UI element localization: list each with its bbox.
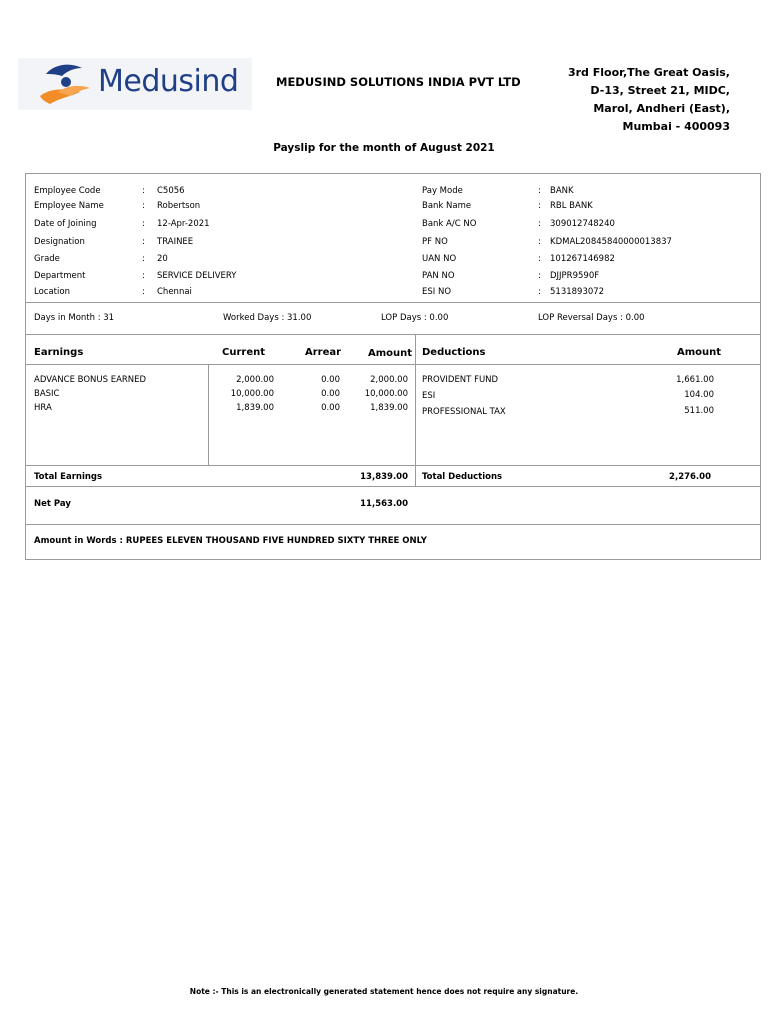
lop-reversal-days: LOP Reversal Days : 0.00 <box>538 313 645 323</box>
department-label: Department <box>34 271 86 281</box>
esi-no-value: 5131893072 <box>550 287 605 297</box>
amount-header: Amount <box>368 348 413 359</box>
separator: : <box>142 219 145 229</box>
bank-name-label: Bank Name <box>422 201 472 211</box>
net-pay-value: 11,563.00 <box>360 499 408 509</box>
worked-days: Worked Days : 31.00 <box>223 313 312 323</box>
footer-note: Note :- This is an electronically generated statement hence does not require any signature. <box>189 987 579 996</box>
separator: : <box>538 287 541 297</box>
hands-holding-care-icon <box>36 62 96 108</box>
designation-label: Designation <box>34 237 85 247</box>
employee-name-label: Employee Name <box>34 201 104 211</box>
earning-current: 1,839.00 <box>236 403 274 413</box>
address-line: D-13, Street 21, MIDC, <box>590 84 730 97</box>
esi-no-label: ESI NO <box>422 287 452 297</box>
employee-code-label: Employee Code <box>34 186 101 196</box>
divider <box>26 465 760 466</box>
earning-arrear: 0.00 <box>321 389 340 399</box>
grade-label: Grade <box>34 254 60 264</box>
employee-name-value: Robertson <box>157 201 201 211</box>
separator: : <box>538 201 541 211</box>
pan-no-label: PAN NO <box>422 271 455 281</box>
deduction-name: PROFESSIONAL TAX <box>422 407 506 417</box>
separator: : <box>538 237 541 247</box>
employee-code-value: C5056 <box>157 186 185 196</box>
address-line: Mumbai - 400093 <box>622 120 730 133</box>
pay-mode-label: Pay Mode <box>422 186 463 196</box>
lop-days: LOP Days : 0.00 <box>381 313 449 323</box>
earning-amount: 1,839.00 <box>370 403 408 413</box>
separator: : <box>142 237 145 247</box>
grade-value: 20 <box>157 254 168 264</box>
separator: : <box>142 287 145 297</box>
total-deductions-label: Total Deductions <box>422 472 503 482</box>
pan-no-value: DJJPR9590F <box>550 271 600 281</box>
separator: : <box>538 219 541 229</box>
location-value: Chennai <box>157 287 192 297</box>
separator: : <box>538 186 541 196</box>
payslip-title: Payslip for the month of August 2021 <box>273 142 495 154</box>
divider <box>26 334 760 335</box>
separator: : <box>142 271 145 281</box>
bank-account-label: Bank A/C NO <box>422 219 477 229</box>
bank-name-value: RBL BANK <box>550 201 593 211</box>
earning-name: ADVANCE BONUS EARNED <box>34 375 147 385</box>
earning-arrear: 0.00 <box>321 375 340 385</box>
uan-no-value: 101267146982 <box>550 254 615 264</box>
company-address <box>568 64 730 136</box>
date-of-joining-value: 12-Apr-2021 <box>157 219 210 229</box>
earnings-header: Earnings <box>34 347 84 358</box>
separator: : <box>142 186 145 196</box>
divider <box>26 302 760 303</box>
payslip-table <box>25 173 761 560</box>
earning-name: BASIC <box>34 389 60 399</box>
total-earnings-value: 13,839.00 <box>360 472 408 482</box>
divider <box>26 524 760 525</box>
deduction-amount: 104.00 <box>684 390 714 400</box>
deduction-amount: 1,661.00 <box>676 375 714 385</box>
column-divider <box>208 364 209 465</box>
deduction-name: ESI <box>422 391 436 401</box>
divider <box>26 364 760 365</box>
pay-mode-value: BANK <box>550 186 574 196</box>
total-earnings-label: Total Earnings <box>34 472 103 482</box>
location-label: Location <box>34 287 70 297</box>
deductions-header: Deductions <box>422 347 486 358</box>
column-divider <box>415 334 416 486</box>
company-logo <box>18 58 252 110</box>
separator: : <box>538 271 541 281</box>
pf-no-label: PF NO <box>422 237 448 247</box>
deduction-amount: 511.00 <box>684 406 714 416</box>
divider <box>26 486 760 487</box>
date-of-joining-label: Date of Joining <box>34 219 97 229</box>
total-deductions-value: 2,276.00 <box>669 472 711 482</box>
earning-name: HRA <box>34 403 52 413</box>
separator: : <box>538 254 541 264</box>
department-value: SERVICE DELIVERY <box>157 271 237 281</box>
earning-current: 10,000.00 <box>230 389 274 399</box>
earning-amount: 2,000.00 <box>370 375 408 385</box>
address-line: 3rd Floor,The Great Oasis, <box>567 66 730 79</box>
earning-amount: 10,000.00 <box>364 389 408 399</box>
deduction-name: PROVIDENT FUND <box>422 375 499 385</box>
address-line: Marol, Andheri (East), <box>593 102 730 115</box>
earning-arrear: 0.00 <box>321 403 340 413</box>
days-in-month: Days in Month : 31 <box>34 313 115 323</box>
deductions-amount-header: Amount <box>677 347 722 358</box>
net-pay-label: Net Pay <box>34 499 71 509</box>
separator: : <box>142 201 145 211</box>
company-name: MEDUSIND SOLUTIONS INDIA PVT LTD <box>276 75 521 89</box>
uan-no-label: UAN NO <box>422 254 457 264</box>
pf-no-value: KDMAL20845840000013837 <box>550 237 672 247</box>
current-header: Current <box>222 347 266 358</box>
arrear-header: Arrear <box>305 347 342 358</box>
amount-in-words: Amount in Words : RUPEES ELEVEN THOUSAND FIVE HUNDRED SIXTY THREE ONLY <box>34 536 427 546</box>
earning-current: 2,000.00 <box>236 375 274 385</box>
designation-value: TRAINEE <box>157 237 194 247</box>
separator: : <box>142 254 145 264</box>
bank-account-value: 309012748240 <box>550 219 615 229</box>
logo-wordmark: Medusind <box>98 64 239 99</box>
